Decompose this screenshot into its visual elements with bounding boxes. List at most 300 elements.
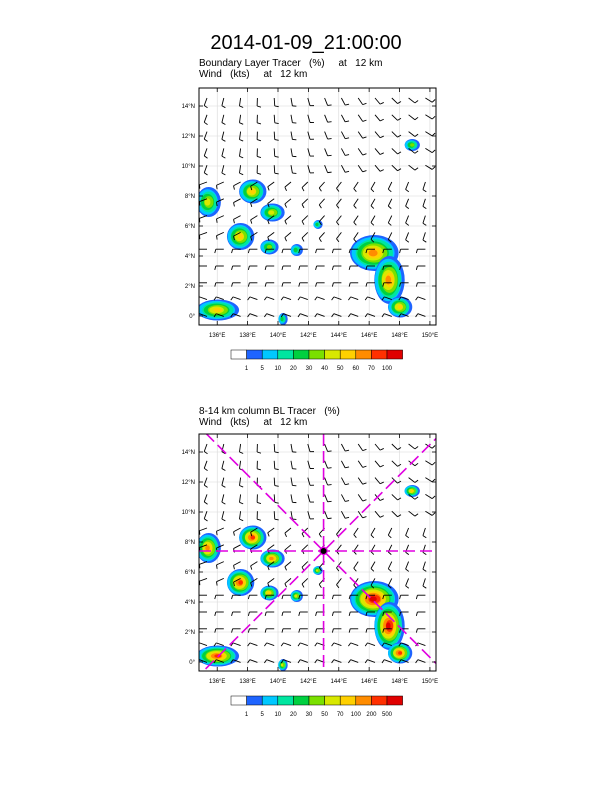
wind-barb-flag bbox=[285, 238, 287, 242]
wind-barb bbox=[371, 528, 375, 535]
wind-barb bbox=[234, 216, 241, 220]
wind-barb bbox=[199, 232, 207, 235]
wind-barb-flag bbox=[248, 297, 250, 300]
y-tick-label: 8°N bbox=[184, 194, 195, 200]
wind-barb bbox=[204, 98, 207, 106]
wind-barb-flag bbox=[406, 569, 409, 571]
wind-barb bbox=[216, 578, 223, 581]
colorbar-swatch bbox=[231, 696, 247, 705]
x-tick-label: 142°E bbox=[300, 679, 317, 685]
wind-barb bbox=[239, 98, 240, 106]
wind-barb bbox=[423, 232, 425, 240]
wind-barb bbox=[392, 115, 398, 121]
tracer-contour bbox=[268, 591, 272, 594]
wind-barb bbox=[291, 115, 292, 123]
wind-barb bbox=[199, 578, 207, 581]
wind-barb-flag bbox=[432, 446, 435, 449]
wind-barb bbox=[199, 216, 207, 219]
wind-barb bbox=[274, 461, 275, 469]
colorbar-swatch bbox=[293, 696, 309, 705]
y-tick-label: 8°N bbox=[184, 540, 195, 546]
x-tick-label: 148°E bbox=[391, 333, 408, 339]
y-tick-label: 10°N bbox=[181, 510, 195, 516]
wind-barb-flag bbox=[215, 595, 216, 599]
wind-barb bbox=[341, 115, 345, 122]
wind-barb bbox=[302, 562, 308, 568]
wind-barb-flag bbox=[423, 552, 426, 554]
wind-barb bbox=[285, 216, 291, 221]
wind-barb-flag bbox=[204, 156, 207, 158]
wind-barb-flag bbox=[416, 314, 418, 317]
wind-barb-flag bbox=[416, 660, 418, 663]
wind-barb-flag bbox=[354, 551, 357, 554]
wind-barb-flag bbox=[406, 206, 409, 208]
wind-barb-flag bbox=[345, 467, 349, 468]
wind-barb-flag bbox=[222, 485, 225, 487]
wind-barb bbox=[268, 199, 274, 204]
wind-barb-flag bbox=[264, 660, 266, 663]
wind-barb bbox=[239, 165, 240, 173]
panel-2-wind-label: Wind (kts) at 12 km bbox=[199, 417, 308, 428]
wind-barb-flag bbox=[345, 121, 349, 122]
wind-barb-flag bbox=[222, 173, 225, 175]
y-tick-label: 0° bbox=[189, 314, 195, 320]
wind-barb bbox=[233, 297, 241, 300]
wind-barb bbox=[291, 98, 292, 106]
wind-barb-flag bbox=[380, 102, 384, 104]
wind-barb bbox=[375, 148, 380, 154]
tracer-contour bbox=[315, 223, 318, 226]
wind-barb-flag bbox=[222, 469, 225, 471]
x-tick-label: 138°E bbox=[239, 679, 256, 685]
wind-barb bbox=[325, 98, 328, 105]
wind-barb bbox=[302, 232, 308, 238]
wind-barb bbox=[216, 562, 223, 565]
wind-barb-flag bbox=[216, 202, 217, 206]
wind-barb bbox=[199, 182, 207, 185]
y-tick-label: 12°N bbox=[181, 134, 195, 140]
wind-barb bbox=[250, 297, 258, 300]
wind-barb-flag bbox=[416, 297, 418, 300]
wind-barb-flag bbox=[285, 567, 287, 571]
wind-barb-flag bbox=[432, 150, 435, 153]
wind-barb-flag bbox=[204, 502, 207, 504]
wind-barb-flag bbox=[285, 533, 287, 537]
wind-barb-flag bbox=[380, 170, 384, 172]
tracer-contour bbox=[369, 250, 378, 257]
wind-barb bbox=[354, 216, 358, 223]
wind-barb bbox=[358, 444, 362, 451]
wind-barb-flag bbox=[363, 483, 367, 484]
wind-barb-flag bbox=[332, 595, 333, 599]
wind-barb-flag bbox=[204, 139, 207, 141]
colorbar-label: 1 bbox=[244, 712, 249, 718]
tracer-contour bbox=[411, 490, 414, 493]
colorbar-label: 50 bbox=[321, 712, 328, 718]
wind-barb-flag bbox=[415, 168, 418, 170]
colorbar-swatch bbox=[356, 696, 372, 705]
wind-barb-flag bbox=[432, 100, 435, 103]
wind-barb-flag bbox=[315, 643, 317, 646]
colorbar-swatch bbox=[247, 696, 263, 705]
wind-barb bbox=[406, 199, 409, 206]
wind-barb-flag bbox=[432, 116, 435, 119]
wind-barb bbox=[239, 478, 240, 486]
wind-barb-flag bbox=[248, 595, 249, 599]
wind-barb-flag bbox=[302, 188, 304, 191]
wind-barb-flag bbox=[416, 249, 417, 253]
wind-barb-flag bbox=[363, 466, 367, 467]
wind-barb-flag bbox=[265, 612, 266, 616]
wind-barb-flag bbox=[371, 223, 374, 226]
wind-barb bbox=[358, 115, 362, 122]
colorbar-label: 100 bbox=[350, 712, 361, 718]
wind-barb-flag bbox=[332, 660, 334, 663]
wind-barb-flag bbox=[234, 219, 235, 223]
wind-barb bbox=[204, 494, 207, 502]
wind-barb bbox=[425, 132, 432, 136]
wind-barb-flag bbox=[239, 502, 243, 504]
wind-barb-flag bbox=[248, 643, 250, 646]
wind-barb bbox=[204, 461, 207, 469]
wind-barb-flag bbox=[281, 643, 283, 646]
wind-barb-flag bbox=[416, 595, 417, 599]
wind-barb bbox=[375, 478, 380, 484]
wind-barb-flag bbox=[332, 297, 334, 300]
wind-barb-flag bbox=[371, 206, 374, 209]
wind-barb bbox=[291, 132, 292, 140]
wind-barb-flag bbox=[216, 236, 217, 240]
wind-barb bbox=[274, 444, 275, 452]
wind-barb bbox=[423, 216, 425, 224]
wind-barb-flag bbox=[204, 485, 207, 487]
wind-barb-flag bbox=[415, 101, 418, 103]
wind-barb-flag bbox=[268, 187, 269, 191]
wind-barb bbox=[388, 528, 392, 535]
wind-barb-flag bbox=[348, 660, 350, 663]
wind-barb bbox=[367, 643, 375, 646]
wind-barb bbox=[285, 182, 291, 187]
y-tick-label: 0° bbox=[189, 660, 195, 666]
wind-barb-flag bbox=[388, 535, 391, 538]
wind-barb-flag bbox=[406, 586, 409, 588]
y-tick-label: 14°N bbox=[181, 450, 195, 456]
x-tick-label: 136°E bbox=[209, 333, 226, 339]
wind-barb bbox=[341, 98, 345, 105]
x-tick-label: 140°E bbox=[269, 679, 287, 685]
wind-barb bbox=[358, 148, 362, 155]
wind-barb bbox=[358, 98, 362, 105]
wind-barb bbox=[406, 562, 409, 569]
panel-2-map bbox=[182, 421, 454, 718]
wind-barb-flag bbox=[298, 643, 300, 646]
wind-barb-flag bbox=[423, 569, 426, 571]
wind-barb bbox=[300, 643, 308, 646]
wind-barb bbox=[204, 148, 207, 156]
wind-barb bbox=[341, 132, 345, 139]
wind-barb bbox=[222, 165, 224, 173]
wind-barb-flag bbox=[388, 223, 391, 226]
colorbar-label: 20 bbox=[290, 366, 297, 372]
tracer-contour bbox=[281, 664, 283, 667]
wind-barb-flag bbox=[282, 595, 283, 599]
wind-barb bbox=[371, 199, 375, 206]
colorbar-label: 5 bbox=[260, 712, 264, 718]
wind-barb-flag bbox=[363, 137, 367, 138]
wind-barb bbox=[239, 148, 240, 156]
wind-barb-flag bbox=[234, 186, 235, 190]
wind-barb bbox=[216, 216, 223, 219]
wind-barb-flag bbox=[380, 153, 384, 155]
wind-barb bbox=[388, 578, 392, 585]
wind-barb-flag bbox=[248, 249, 249, 253]
tracer-contour bbox=[238, 234, 244, 240]
wind-barb-flag bbox=[319, 188, 321, 191]
y-tick-label: 12°N bbox=[181, 480, 195, 486]
wind-barb bbox=[216, 528, 223, 531]
wind-barb-flag bbox=[231, 297, 233, 300]
wind-barb-flag bbox=[345, 450, 349, 451]
colorbar-label: 30 bbox=[305, 366, 313, 372]
wind-barb bbox=[268, 232, 274, 237]
wind-barb-flag bbox=[298, 314, 300, 317]
x-tick-label: 148°E bbox=[391, 679, 408, 685]
wind-barb-flag bbox=[345, 171, 349, 172]
wind-barb-flag bbox=[251, 203, 252, 207]
wind-barb-flag bbox=[348, 297, 350, 300]
wind-barb-flag bbox=[319, 584, 321, 587]
wind-barb bbox=[222, 478, 224, 486]
wind-barb bbox=[406, 232, 409, 239]
wind-barb-flag bbox=[216, 185, 217, 189]
panel-1-wind-label: Wind (kts) at 12 km bbox=[199, 69, 308, 80]
wind-barb bbox=[325, 148, 328, 155]
wind-barb-flag bbox=[257, 173, 261, 174]
wind-barb-flag bbox=[365, 297, 367, 300]
wind-barb bbox=[392, 494, 398, 500]
wind-barb bbox=[406, 528, 409, 535]
colorbar-swatch bbox=[387, 350, 403, 359]
wind-barb-flag bbox=[363, 500, 367, 501]
wind-barb-flag bbox=[248, 266, 249, 270]
wind-barb-flag bbox=[388, 569, 391, 572]
x-tick-label: 150°E bbox=[421, 679, 439, 685]
x-tick-label: 150°E bbox=[421, 333, 439, 339]
wind-barb bbox=[334, 643, 342, 646]
wind-barb bbox=[250, 643, 258, 646]
colorbar-swatch bbox=[278, 350, 294, 359]
wind-barb-flag bbox=[380, 448, 384, 450]
wind-barb bbox=[371, 216, 375, 223]
wind-barb-flag bbox=[302, 534, 304, 537]
wind-barb bbox=[341, 478, 345, 485]
wind-barb bbox=[425, 494, 432, 498]
wind-barb bbox=[325, 444, 328, 451]
wind-barb-flag bbox=[354, 535, 357, 538]
wind-barb-flag bbox=[232, 249, 233, 253]
wind-barb bbox=[354, 562, 358, 569]
wind-barb-flag bbox=[285, 221, 287, 225]
wind-barb bbox=[409, 98, 415, 103]
wind-barb bbox=[300, 297, 308, 300]
tracer-contour bbox=[250, 189, 256, 194]
wind-barb bbox=[283, 643, 291, 646]
wind-barb-flag bbox=[265, 266, 266, 270]
wind-barb-flag bbox=[382, 660, 384, 663]
wind-barb-flag bbox=[316, 266, 317, 270]
wind-barb bbox=[418, 643, 426, 646]
wind-barb-flag bbox=[382, 314, 384, 317]
wind-barb-flag bbox=[232, 612, 233, 616]
wind-barb-flag bbox=[354, 585, 357, 588]
wind-barb-flag bbox=[345, 517, 349, 518]
wind-barb bbox=[375, 461, 380, 467]
wind-barb-flag bbox=[423, 206, 426, 208]
wind-barb bbox=[367, 297, 375, 300]
wind-barb-flag bbox=[415, 497, 418, 499]
wind-barb bbox=[388, 232, 392, 239]
wind-barb bbox=[274, 478, 275, 486]
wind-barb bbox=[388, 199, 392, 206]
wind-barb bbox=[234, 545, 241, 549]
wind-barb bbox=[371, 562, 375, 569]
wind-barb bbox=[325, 511, 328, 518]
wind-barb-flag bbox=[299, 266, 300, 270]
wind-barb bbox=[425, 478, 432, 482]
wind-barb-flag bbox=[380, 465, 384, 467]
wind-barb-flag bbox=[248, 314, 250, 317]
wind-barb-flag bbox=[319, 205, 321, 208]
colorbar-label: 40 bbox=[321, 366, 328, 372]
wind-barb bbox=[423, 562, 425, 570]
wind-barb bbox=[341, 494, 345, 501]
colorbar-swatch bbox=[278, 696, 294, 705]
wind-barb-flag bbox=[239, 156, 243, 158]
wind-barb bbox=[409, 115, 415, 120]
wind-barb bbox=[425, 148, 432, 152]
wind-barb-flag bbox=[222, 123, 225, 125]
wind-barb bbox=[325, 478, 328, 485]
panel-2-storm-guides bbox=[194, 421, 454, 681]
wind-barb-flag bbox=[432, 496, 435, 499]
wind-barb-flag bbox=[332, 643, 334, 646]
wind-barb bbox=[234, 199, 241, 203]
wind-barb bbox=[222, 148, 224, 156]
wind-barb bbox=[199, 562, 207, 565]
colorbar-swatch bbox=[262, 350, 278, 359]
colorbar-label: 70 bbox=[336, 712, 344, 718]
wind-barb-flag bbox=[216, 531, 217, 535]
wind-barb-flag bbox=[415, 447, 418, 449]
wind-barb bbox=[351, 643, 359, 646]
wind-barb-flag bbox=[406, 223, 409, 225]
wind-barb-flag bbox=[363, 103, 367, 104]
wind-barb-flag bbox=[239, 519, 243, 521]
wind-barb-flag bbox=[348, 314, 350, 317]
wind-barb bbox=[268, 182, 274, 187]
y-tick-label: 2°N bbox=[184, 630, 195, 636]
colorbar-label: 10 bbox=[274, 712, 282, 718]
wind-barb bbox=[388, 562, 392, 569]
wind-barb bbox=[268, 578, 274, 583]
wind-barb bbox=[274, 511, 275, 519]
wind-barb-flag bbox=[365, 643, 367, 646]
wind-barb bbox=[239, 115, 240, 123]
tracer-contour bbox=[213, 308, 222, 312]
wind-barb-flag bbox=[216, 565, 217, 569]
wind-barb-flag bbox=[423, 586, 426, 588]
wind-barb-flag bbox=[319, 238, 321, 241]
wind-barb-flag bbox=[332, 612, 333, 616]
wind-barb bbox=[358, 132, 362, 139]
wind-barb bbox=[325, 132, 328, 139]
tracer-contour bbox=[398, 651, 402, 655]
wind-barb-flag bbox=[285, 584, 287, 588]
y-tick-label: 6°N bbox=[184, 570, 195, 576]
y-tick-label: 2°N bbox=[184, 284, 195, 290]
wind-barb-flag bbox=[423, 190, 426, 192]
colorbar-label: 1 bbox=[244, 366, 249, 372]
wind-barb bbox=[204, 444, 207, 452]
wind-barb-flag bbox=[215, 249, 216, 253]
wind-barb bbox=[285, 199, 291, 204]
wind-barb bbox=[291, 461, 292, 469]
wind-barb bbox=[334, 297, 342, 300]
wind-barb bbox=[283, 297, 291, 300]
wind-barb-flag bbox=[406, 189, 409, 191]
wind-barb-flag bbox=[380, 499, 384, 501]
colorbar-swatch bbox=[371, 696, 387, 705]
wind-barb bbox=[423, 182, 425, 190]
wind-barb bbox=[285, 528, 291, 533]
map-title: 2014-01-09_21:00:00 bbox=[210, 32, 402, 54]
wind-barb-flag bbox=[257, 519, 261, 520]
x-tick-label: 138°E bbox=[239, 333, 256, 339]
wind-barb-flag bbox=[204, 468, 207, 470]
wind-barb-flag bbox=[281, 297, 283, 300]
wind-barb bbox=[216, 232, 223, 235]
x-tick-label: 144°E bbox=[330, 679, 347, 685]
wind-barb-flag bbox=[315, 314, 317, 317]
colorbar-swatch bbox=[293, 350, 309, 359]
wind-barb-flag bbox=[416, 266, 417, 270]
wind-barb-flag bbox=[282, 266, 283, 270]
wind-barb-flag bbox=[268, 533, 269, 537]
wind-barb-flag bbox=[257, 123, 261, 124]
colorbar-label: 5 bbox=[260, 366, 264, 372]
wind-barb bbox=[392, 461, 398, 467]
wind-barb-flag bbox=[365, 314, 367, 317]
wind-barb bbox=[204, 132, 207, 140]
wind-barb bbox=[251, 562, 258, 566]
wind-barb bbox=[358, 494, 362, 501]
wind-barb bbox=[423, 199, 425, 207]
wind-barb-flag bbox=[298, 660, 300, 663]
wind-barb bbox=[267, 297, 275, 300]
wind-barb bbox=[406, 182, 409, 189]
wind-barb-flag bbox=[319, 534, 321, 537]
wind-barb bbox=[285, 578, 291, 583]
panel-1-field-label: Boundary Layer Tracer (%) at 12 km bbox=[199, 58, 383, 69]
colorbar-label: 10 bbox=[274, 366, 282, 372]
wind-barb bbox=[222, 98, 224, 106]
tracer-contour bbox=[268, 210, 274, 214]
colorbar-label: 100 bbox=[381, 366, 393, 372]
wind-barb bbox=[233, 643, 241, 646]
wind-barb-flag bbox=[406, 240, 409, 242]
x-tick-label: 146°E bbox=[360, 679, 378, 685]
x-tick-label: 144°E bbox=[330, 333, 347, 339]
